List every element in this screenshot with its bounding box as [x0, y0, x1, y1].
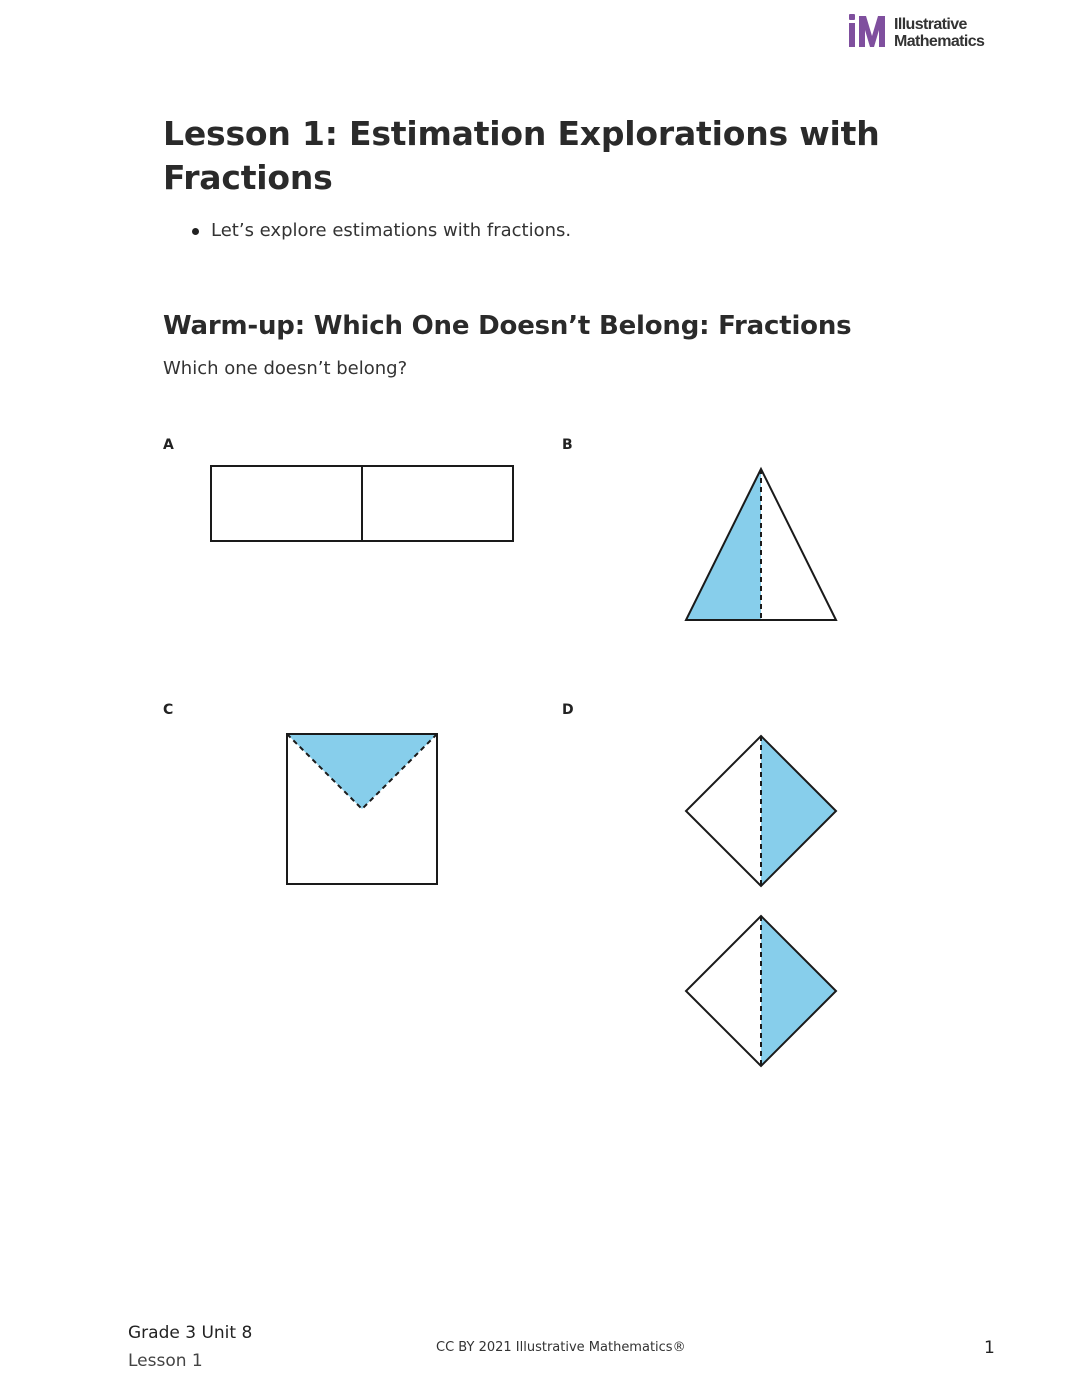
option-a-label: A [163, 437, 174, 453]
learning-goal-text: Let’s explore estimations with fractions. [211, 220, 572, 241]
bullet-icon [192, 228, 199, 235]
footer-copyright: CC BY 2021 Illustrative Mathematics® [436, 1340, 686, 1355]
page-number: 1 [984, 1338, 995, 1358]
illustrative-mathematics-logo [848, 14, 1008, 54]
option-c-shaded-part [287, 734, 437, 809]
lesson-title: Lesson 1: Estimation Explorations with Fractions [163, 114, 880, 197]
footer-lesson: Lesson 1 [128, 1351, 203, 1371]
footer-grade-unit: Grade 3 Unit 8 [128, 1323, 253, 1343]
warmup-title: Warm-up: Which One Doesn’t Belong: Fractions [163, 311, 852, 341]
option-d-label: D [562, 702, 574, 718]
option-d-bottom-shaded-part [761, 916, 836, 1066]
im-logo-icon [848, 14, 888, 50]
option-d-top-shaded-part [761, 736, 836, 886]
logo-wordmark [894, 16, 984, 50]
learning-goals-list [189, 218, 571, 244]
option-c-figure [281, 728, 445, 892]
learning-goal-item [189, 218, 571, 244]
option-b-label: B [562, 437, 573, 453]
logo-line-2: Mathematics [894, 33, 985, 50]
option-d-figure [680, 730, 844, 1074]
option-b-figure [680, 464, 844, 626]
logo-line-1: Illustrative [894, 16, 967, 33]
option-c-label: C [163, 702, 174, 718]
warmup-prompt: Which one doesn’t belong? [163, 358, 408, 379]
option-a-figure [205, 460, 521, 548]
